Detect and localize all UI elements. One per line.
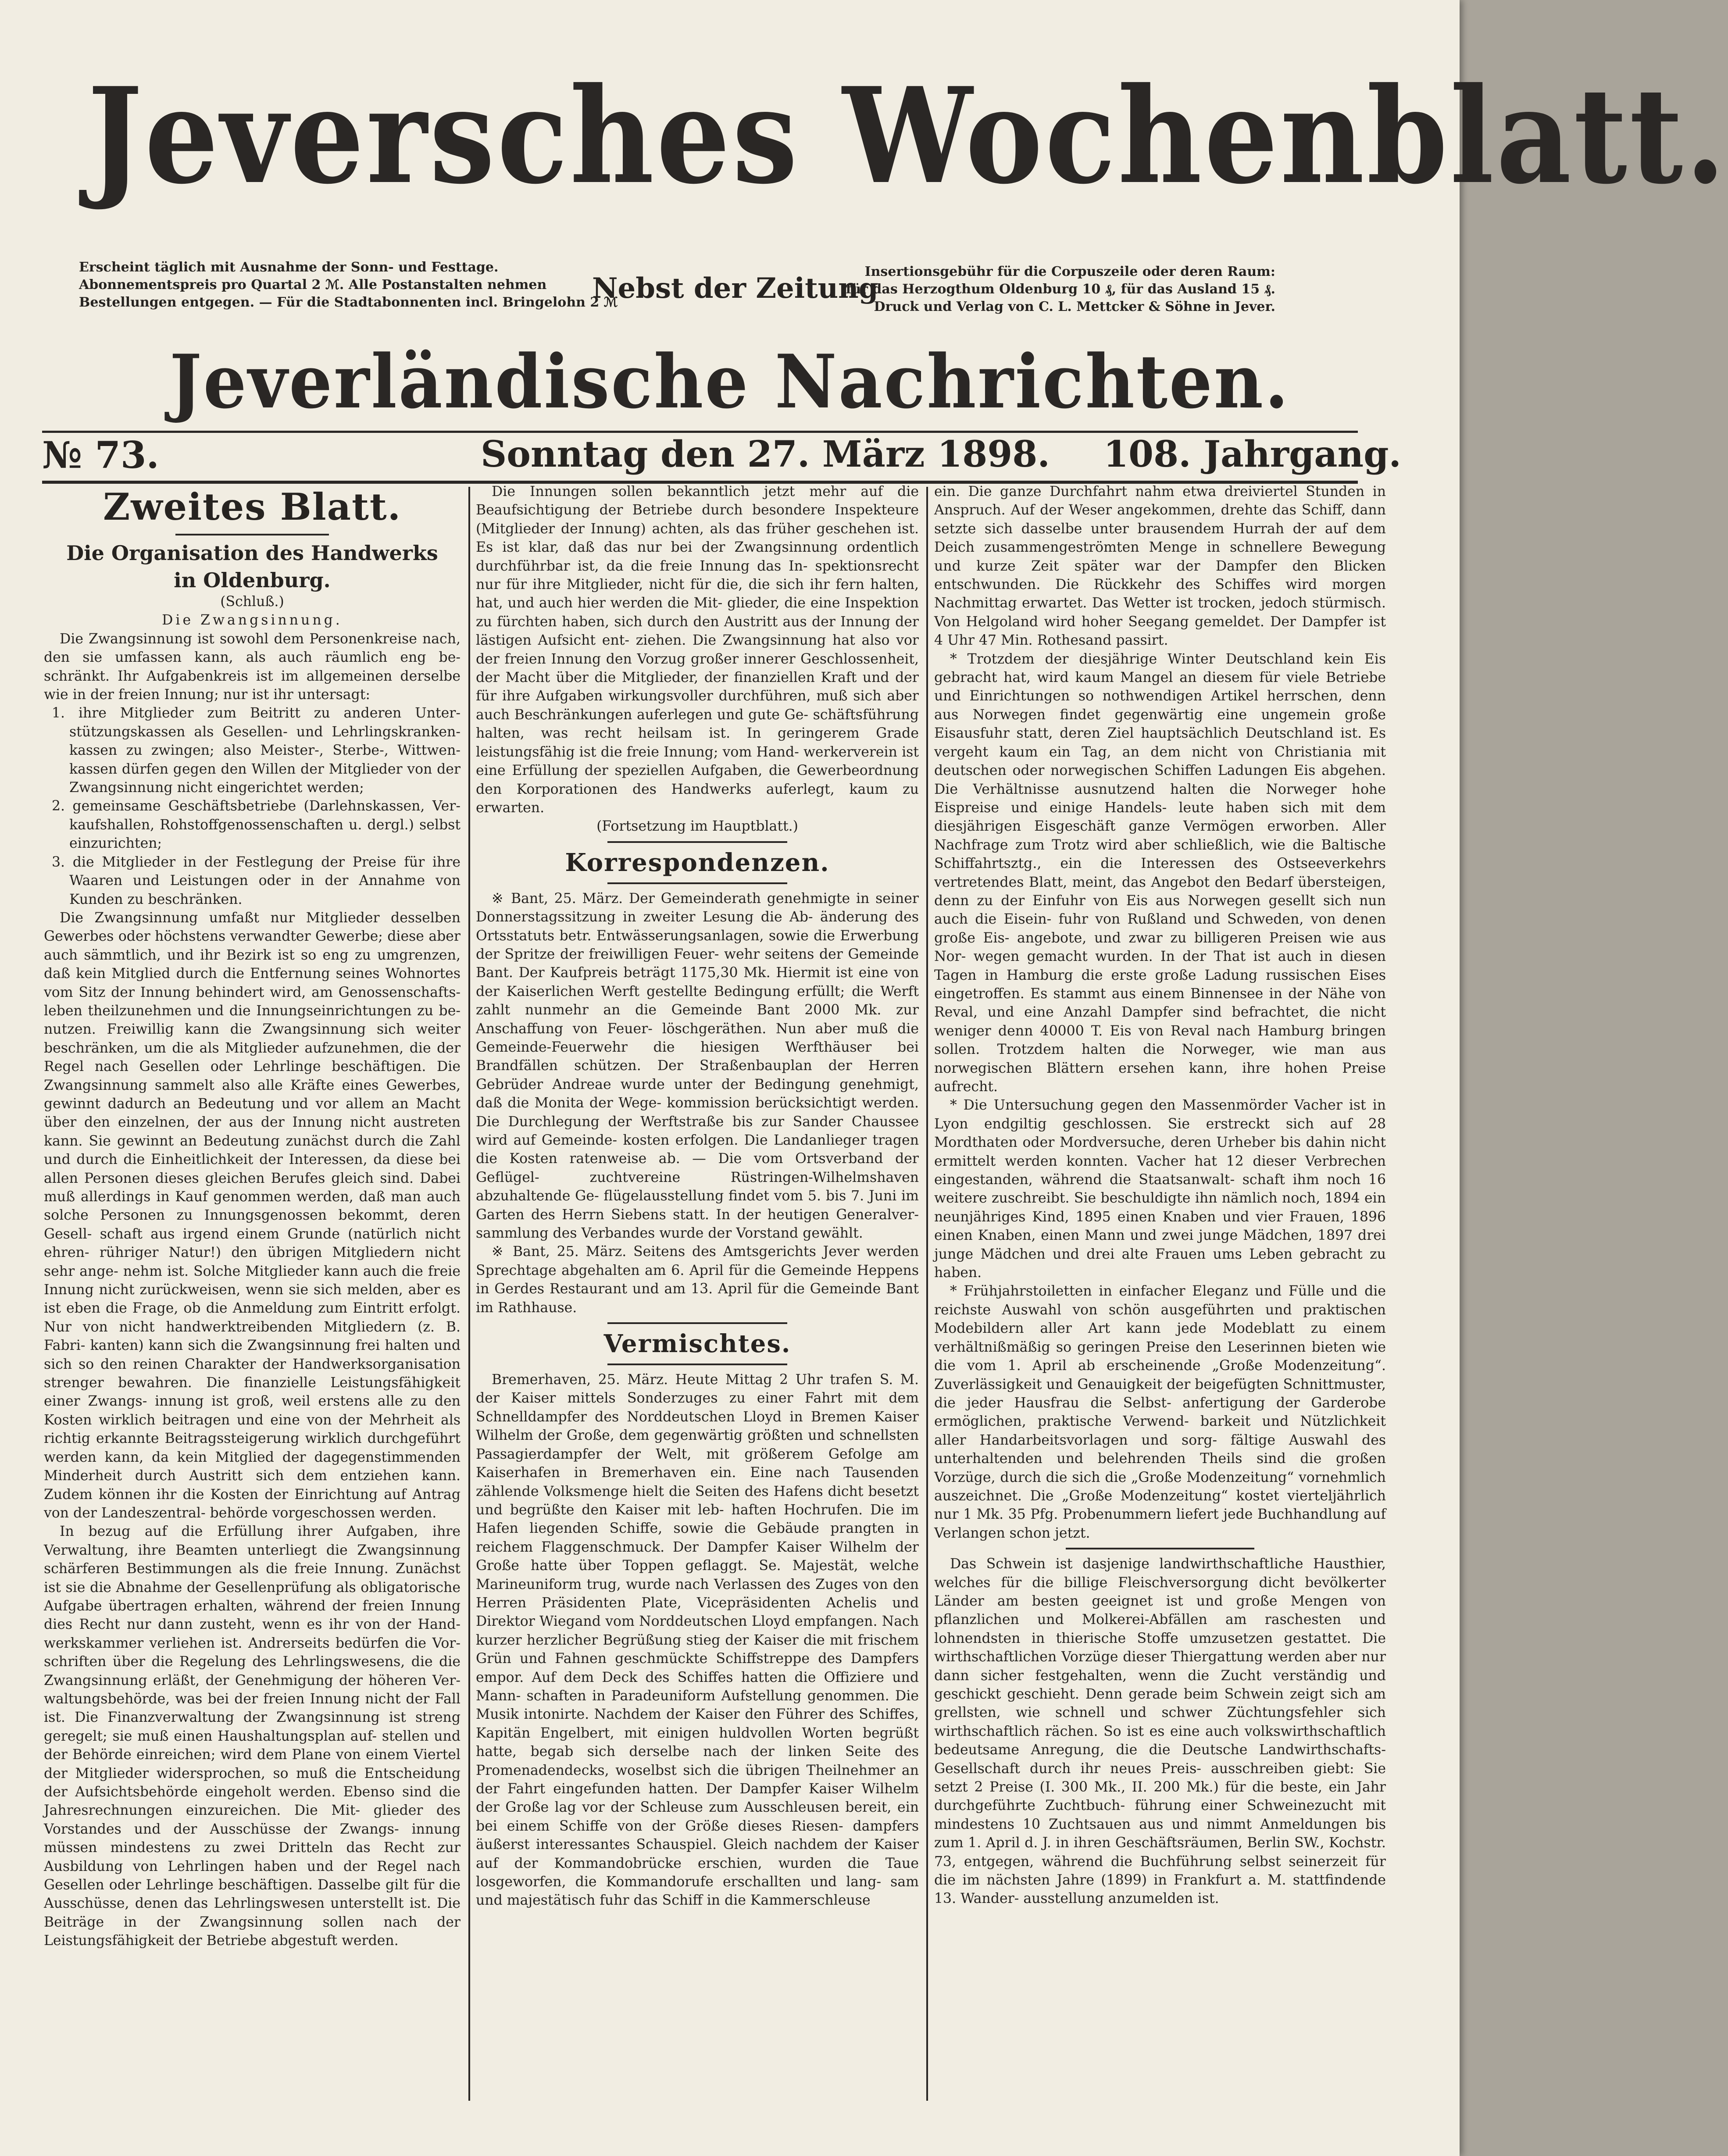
insertion-info xyxy=(846,263,1275,316)
paragraph: Bremerhaven, 25. März. Heute Mittag 2 Uhr trafen S. M. der Kaiser mittels Sonderzuges zu einer Fahrt mit dem Schnelldampfer des Norddeutschen Lloyd in Bremen Kaiser Wilhelm der Große, dem gegenwärtig größten und schnellsten Passagierdampfer der Welt, mit größerem Gefolge am Kaiserhafen in Bremerhaven ein. Eine nach Tausenden zählende Volksmenge hielt die Seiten des Hafens dicht besetzt und begrüßte den Kaiser mit leb- haften Hochrufen. Die im Hafen liegenden Schiffe, sowie die Gebäude prangten in reichem Flaggenschmuck. Der Dampfer Kaiser Wilhelm der Große hatte über Toppen geflaggt. Se. Majestät, welche Marineuniform trug, wurde nach Verlassen des Zuges von den Herren Präsidenten Plate, Vicepräsidenten Achelis und Direktor Wiegand vom Norddeutschen Lloyd empfangen. Nach kurzer herzlicher Begrüßung stieg der Kaiser die mit frischem Grün und Fahnen geschmückte Schiffstreppe des Dampfers empor. Auf dem Deck des Schiffes hatten die Offiziere und Mann- schaften in Paradeuniform Aufstellung genommen. Die Musik intonirte. Nachdem der Kaiser den Führer des Schiffes, Kapitän Engelbert, mit einigen huldvollen Worten begrüßt hatte, begab sich derselbe nach der linken Seite des Promenadendecks, woselbst sich die übrigen Theilnehmer an der Fahrt eingefunden hatten. Der Dampfer Kaiser Wilhelm der Große lag vor der Schleuse zum Ausschleusen bereit, ein bei einem Schiffe von der Größe dieses Riesen- dampfers äußerst interessantes Schauspiel. Gleich nachdem der Kaiser auf der Kommandobrücke erschien, wurden die Taue losgeworfen, die Kommandorufe erschallten und lang- sam und majestätisch fuhr das Schiff in die Kammerschleuse xyxy=(476,1372,919,1909)
paragraph: * Trotzdem der diesjährige Winter Deutschland kein Eis gebracht hat, wird kaum Mangel an diesem für viele Betriebe und Einrichtungen so nothwendigen Artikel herrschen, denn aus Norwegen findet gegenwärtig eine ungemein große Eisausfuhr statt, deren Ziel hauptsächlich Deutschland ist. Es vergeht kaum ein Tag, an dem nicht von Christiania mit deutschen oder norwegischen Schiffen Ladungen Eis abgehen. Die Verhältnisse ausnutzend halten die Norweger hohe Eispreise und einige Handels- leute haben sich mit dem diesjährigen Eisgeschäft ganze Vermögen erworben. Aller Nachfrage zum Trotz wird aber schließlich, wie die Baltische Schiffahrtsztg., ein die Interessen des Ostseeverkehrs vertretendes Blatt, meint, das Angebot den Bedarf übersteigen, denn zu der Einfuhr von Eis aus Norwegen gesellt sich nun auch die Eisein- fuhr von Rußland und Schweden, von denen große Eis- angebote, und zwar zu billigeren Preisen wie aus Nor- wegen gemacht wurden. In der That ist auch in diesen Tagen in Hamburg die erste große Ladung russischen Eises eingetroffen. Es stammt aus einem Binnensee in der Nähe von Reval, und eine Anzahl Dampfer sind befrachtet, die nicht weniger denn 40000 T. Eis von Reval nach Hamburg bringen sollen. Trotzdem halten die Norweger, wie man aus norwegischen Blättern ersehen kann, ihre hohen Preise aufrecht. xyxy=(934,651,1386,1095)
paragraph: Die Zwangsinnung umfaßt nur Mitglieder desselben Gewerbes oder höchstens verwandter Gewerbe; diese aber auch sämmtlich, und ihr Bezirk ist so eng zu umgrenzen, daß kein Mitglied durch die Entfernung seines Wohnortes vom Sitz der Innung behindert wird, am Genossenschafts- leben theilzunehmen und die Innungseinrichtungen zu be- nutzen. Freiwillig kann die Zwangsinnung sich weiter beschränken, um die als Mitglieder aufzunehmen, die der Regel nach Gesellen oder Lehrlinge beschäftigen. Die Zwangsinnung sammelt also alle Kräfte eines Gewerbes, gewinnt dadurch an Bedeutung und vor allem an Macht über den einzelnen, der aus der Innung nicht austreten kann. Sie gewinnt an Bedeutung zunächst durch die Zahl und durch die Einheitlichkeit der Interessen, da diese bei allen Personen dieses gleichen Berufes gleich sind. Dabei muß allerdings in Kauf genommen werden, daß man auch solche Personen zu Innungsgenossen bekommt, deren Gesell- schaft aus irgend einem Grunde (natürlich nicht ehren- rühriger Natur!) den übrigen Mitgliedern nicht sehr ange- nehm ist. Solche Mitglieder kann auch die freie Innung nicht zurückweisen, wenn sie sich melden, aber es ist eben die Frage, ob die Anmeldung zum Eintritt erfolgt. Nur von nicht handwerktreibenden Mitgliedern (z. B. Fabri- kanten) kann sich die Zwangsinnung frei halten und sich so den reinen Charakter der Handwerksorganisation strenger bewahren. Die finanzielle Leistungsfähigkeit einer Zwangs- innung ist groß, weil erstens alle zu den Kosten wirklich beitragen und eine von der Mehrheit als richtig erkannte Beitragssteigerung wirklich durchgeführt werden kann, da kein Mitglied der dagegenstimmenden Minderheit durch Austritt sich dem entziehen kann. Zudem können ihr die Kosten der Einrichtung auf Antrag von der Landeszentral- behörde vorgeschossen werden. xyxy=(44,910,461,1521)
issue-date: Sonntag den 27. März 1898. xyxy=(481,433,1050,475)
divider xyxy=(607,1364,787,1365)
section-heading: Korrespondenzen. xyxy=(565,848,830,877)
paragraph: ※ Bant, 25. März. Der Gemeinderath genehmigte in seiner Donnerstagssitzung in zweiter Lesung die Ab- änderung des Ortsstatuts betr. Entwässerungsanlagen, sowie die Erwerbung der Spritze der freiwilligen Feuer- wehr seitens der Gemeinde Bant. Der Kaufpreis beträgt 1175,30 Mk. Hiermit ist eine von der Kaiserlichen Werft gestellte Bedingung erfüllt; die Werft zahlt nunmehr an die Gemeinde Bant 2000 Mk. zur Anschaffung von Feuer- löschgeräthen. Nun aber muß die Gemeinde-Feuerwehr die hiesigen Werfthäuser bei Brandfällen schützen. Der Straßenbauplan der Herren Gebrüder Andreae wurde unter der Bedingung genehmigt, daß die Monita der Wege- kommission berücksichtigt werden. Die Durchlegung der Werftstraße bis zur Sander Chaussee wird auf Gemeinde- kosten erfolgen. Die Landanlieger tragen die Kosten ratenweise ab. — Die vom Ortsverband der Geflügel- zuchtvereine Rüstringen-Wilhelmshaven abzuhaltende Ge- flügelausstellung findet vom 5. bis 7. Juni im Garten des Herrn Siebens statt. In der heutigen Generalver- sammlung des Verbandes wurde der Vorstand gewählt. xyxy=(476,890,919,1242)
paragraph: Die Zwangsinnung ist sowohl dem Personenkreise nach, den sie umfassen kann, als auch räumlich eng be- schränkt. Ihr Aufgabenkreis ist im allgemeinen derselbe wie in der freien Innung; nur ist ihr untersagt: xyxy=(44,631,461,703)
divider xyxy=(175,534,329,535)
dateline xyxy=(42,433,1401,482)
issue-number: № 73. xyxy=(42,433,159,477)
info-line: Bestellungen entgegen. — Für die Stadtabonnenten incl. Bringelohn 2 ℳ xyxy=(79,295,618,310)
column-1 xyxy=(44,482,461,2131)
paragraph: * Frühjahrstoiletten in einfacher Eleganz und Fülle und die reichste Auswahl von schön ausgeführten und praktischen Modebildern aller Art kann jede Modeblatt zu einem verhältnißmäßig so geringen Preise den Leserinnen bieten wie die vom 1. April ab erscheinende „Große Modenzeitung“. Zuverlässigkeit und Genauigkeit der beigefügten Schnittmuster, die jeder Hausfrau die Selbst- anfertigung der Garderobe ermöglichen, praktische Verwend- barkeit und Nützlichkeit aller Handarbeitsvorlagen und sorg- fältige Auswahl des unterhaltenden und belehrenden Theils sind die großen Vorzüge, durch die sich die „Große Modenzeitung“ vornehmlich auszeichnet. Die „Große Modenzeitung“ kostet vierteljährlich nur 1 Mk. 35 Pfg. Probenummern liefert jede Buchhandlung auf Verlangen schon jetzt. xyxy=(934,1283,1386,1541)
article-title: Die Organisation des Handwerks xyxy=(66,541,438,565)
section-heading: Zweites Blatt. xyxy=(103,485,401,528)
divider xyxy=(607,841,787,843)
newspaper-title: Jeversches Wochenblatt. xyxy=(87,58,1728,213)
paragraph: ※ Bant, 25. März. Seitens des Amtsgerichts Jever werden Sprechtage abgehalten am 6. April für die Gemeinde Heppens in Gerdes Restaurant und am 13. April für die Gemeinde Bant im Rathhause. xyxy=(476,1244,919,1316)
divider xyxy=(1066,1548,1254,1549)
info-line: Insertionsgebühr für die Corpuszeile oder deren Raum: xyxy=(864,264,1275,279)
column-2 xyxy=(476,482,919,2131)
list-item: 3. die Mitglieder in der Festlegung der Preise für ihre Waaren und Leistungen oder in der Annahme von Kunden zu beschränken. xyxy=(52,854,461,907)
paragraph: ein. Die ganze Durchfahrt nahm etwa dreiviertel Stunden in Anspruch. Auf der Weser angekommen, drehte das Schiff, dann setzte sich dasselbe unter brausendem Hurrah der auf dem Deich zusammengeströmten Menge in schnellere Bewegung und kurze Zeit später war der Dampfer den Blicken entschwunden. Die Rückkehr des Schiffes wird morgen Nachmittag erwartet. Das Wetter ist trocken, jedoch stürmisch. Von Helgoland wird hoher Seegang gemeldet. Der Dampfer ist 4 Uhr 47 Min. Rothesand passirt. xyxy=(934,484,1386,649)
list xyxy=(44,704,461,908)
info-line: für das Herzogthum Oldenburg 10 ₰, für das Ausland 15 ₰. xyxy=(846,282,1275,297)
nebst-label: Nebst der Zeitung xyxy=(592,272,878,305)
article-subtitle: (Schluß.) xyxy=(220,594,284,610)
continuation-note: (Fortsetzung im Hauptblatt.) xyxy=(596,818,798,835)
paragraph: In bezug auf die Erfüllung ihrer Aufgaben, ihre Verwaltung, ihre Beamten unterliegt die Zwangsinnung schärferen Bestimmungen als die freie Innung. Zunächst ist sie die Abnahme der Gesellenprüfung als obligatorische Aufgabe übertragen erhalten, während der freien Innung dies Recht nur dann zusteht, wenn es ihr von der Hand- werkskammer verliehen ist. Andrerseits bedürfen die Vor- schriften über die Regelung des Lehrlingswesens, die die Zwangsinnung erläßt, der Genehmigung der höheren Ver- waltungsbehörde, was bei der freien Innung nicht der Fall ist. Die Finanzverwaltung der Zwangsinnung ist streng geregelt; sie muß einen Haushaltungsplan auf- stellen und der Behörde einreichen; wird dem Plane von einem Viertel der Mitglieder widersprochen, so muß die Entscheidung der Aufsichtsbehörde eingeholt werden. Ebenso sind die Jahresrechnungen einzureichen. Die Mit- glieder des Vorstandes und der Ausschüsse der Zwangs- innung müssen mindestens zu zwei Dritteln das Recht zur Ausbildung von Lehrlingen haben und der Regel nach Gesellen oder Lehrlinge beschäftigen. Dasselbe gilt für die Ausschüsse, denen das Lehrlingswesen unterstellt ist. Die Beiträge in der Zwangsinnung sollen nach der Leistungsfähigkeit der Betriebe abgestuft werden. xyxy=(44,1524,461,1949)
paragraph: * Die Untersuchung gegen den Massenmörder Vacher ist in Lyon endgiltig geschlossen. Sie erstreckt sich auf 28 Mordthaten oder Mordversuche, deren Urheber bis dahin nicht ermittelt werden konnten. Vacher hat 12 dieser Verbrechen eingestanden, während die Staatsanwalt- schaft ihm noch 16 weitere zuschreibt. Sie beschuldigte ihn nämlich noch, 1894 ein neunjähriges Kind, 1895 einen Knaben und vier Frauen, 1896 einen Knaben, einen Mann und zwei junge Mädchen, 1897 drei junge Mädchen und drei alte Frauen ums Leben gebracht zu haben. xyxy=(934,1097,1386,1281)
column-3 xyxy=(934,482,1386,2131)
info-line: Abonnementspreis pro Quartal 2 ℳ. Alle Postanstalten nehmen xyxy=(79,277,547,293)
divider xyxy=(607,1322,787,1324)
paragraph: Das Schwein ist dasjenige landwirthschaftliche Hausthier, welches für die billige Fleischversorgung dicht bevölkerter Länder am besten geeignet ist und große Mengen von pflanzlichen und Molkerei-Abfällen am raschesten und lohnendsten in thierische Stoffe umzusetzen gestattet. Die wirthschaftlichen Vorzüge dieser Thiergattung werden aber nur dann sicher festgehalten, wenn die Zucht verständig und geschickt geschieht. Denn gerade beim Schwein zeigt sich am grellsten, wie schnell und schwer Züchtungsfehler sich wirthschaftlich rächen. So ist es eine auch volkswirthschaftlich bedeutsame Anregung, die die Deutsche Landwirthschafts-Gesellschaft durch ihr neues Preis- ausschreiben giebt: Sie setzt 2 Preise (I. 300 Mk., II. 200 Mk.) für die beste, ein Jahr durchgeführte Zuchtbuch- führung einer Schweinezucht mit mindestens 10 Zuchtsauen aus und nimmt Anmeldungen bis zum 1. April d. J. in ihren Geschäftsräumen, Berlin SW., Kochstr. 73, entgegen, während die Buchführung selbst seinerzeit für die im nächsten Jahre (1899) in Frankfurt a. M. stattfindende 13. Wander- ausstellung anzumelden ist. xyxy=(934,1556,1386,1907)
info-line: Druck und Verlag von C. L. Mettcker & Söhne in Jever. xyxy=(874,299,1275,314)
masthead-rule xyxy=(42,431,1358,433)
list-item: 1. ihre Mitglieder zum Beitritt zu anderen Unter- stützungskassen als Gesellen- und Lehrlingskranken- kassen zu zwingen; also Meister-, Sterbe-, Wittwen- kassen dürfen gegen den Willen der Mitglieder von der Zwangsinnung nicht eingerichtet werden; xyxy=(52,705,461,796)
info-line: Erscheint täglich mit Ausnahme der Sonn- und Festtage. xyxy=(79,260,499,275)
section-heading: Vermischtes. xyxy=(603,1329,791,1359)
subheading: Die Zwangsinnung. xyxy=(162,612,343,628)
divider xyxy=(607,882,787,884)
list-item: 2. gemeinsame Geschäftsbetriebe (Darlehnskassen, Ver- kaufshallen, Rohstoffgenossenschaften u. dergl.) selbst einzurichten; xyxy=(52,798,461,852)
subscription-info xyxy=(79,259,618,311)
volume-label: 108. Jahrgang. xyxy=(1103,433,1401,475)
paragraph: Die Innungen sollen bekanntlich jetzt mehr auf die Beaufsichtigung der Betriebe durch besondere Inspekteure (Mitglieder der Innung) achten, als das früher geschehen ist. Es ist klar, daß das nur bei der Zwangsinnung ordentlich durchführbar ist, da die freie Innung das In- spektionsrecht nur für ihre Mitglieder, nicht für die, die sich ihr fern halten, hat, und auch hier werden die Mit- glieder, die eine Inspektion zu fürchten haben, sich durch den Austritt aus der Innung der lästigen Aufsicht ent- ziehen. Die Zwangsinnung hat also vor der freien Innung den Vorzug großer innerer Geschlossenheit, der Macht über die Mitglieder, der finanziellen Kraft und der für ihre Aufgaben wirkungsvoller durchführen, muß sich aber auch Beschränkungen auferlegen und gute Ge- schäftsführung halten, was recht heilsam ist. In geringerem Grade leistungsfähig ist die freie Innung; vom Hand- werkerverein ist eine Erfüllung der speziellen Aufgaben, die Gewerbeordnung den Korporationen des Handwerks auferlegt, kaum zu erwarten. xyxy=(476,484,919,816)
article-title: in Oldenburg. xyxy=(174,568,331,592)
column-divider xyxy=(468,487,470,2101)
newspaper-subtitle: Jeverländische Nachrichten. xyxy=(169,338,1290,425)
column-divider xyxy=(926,487,928,2101)
